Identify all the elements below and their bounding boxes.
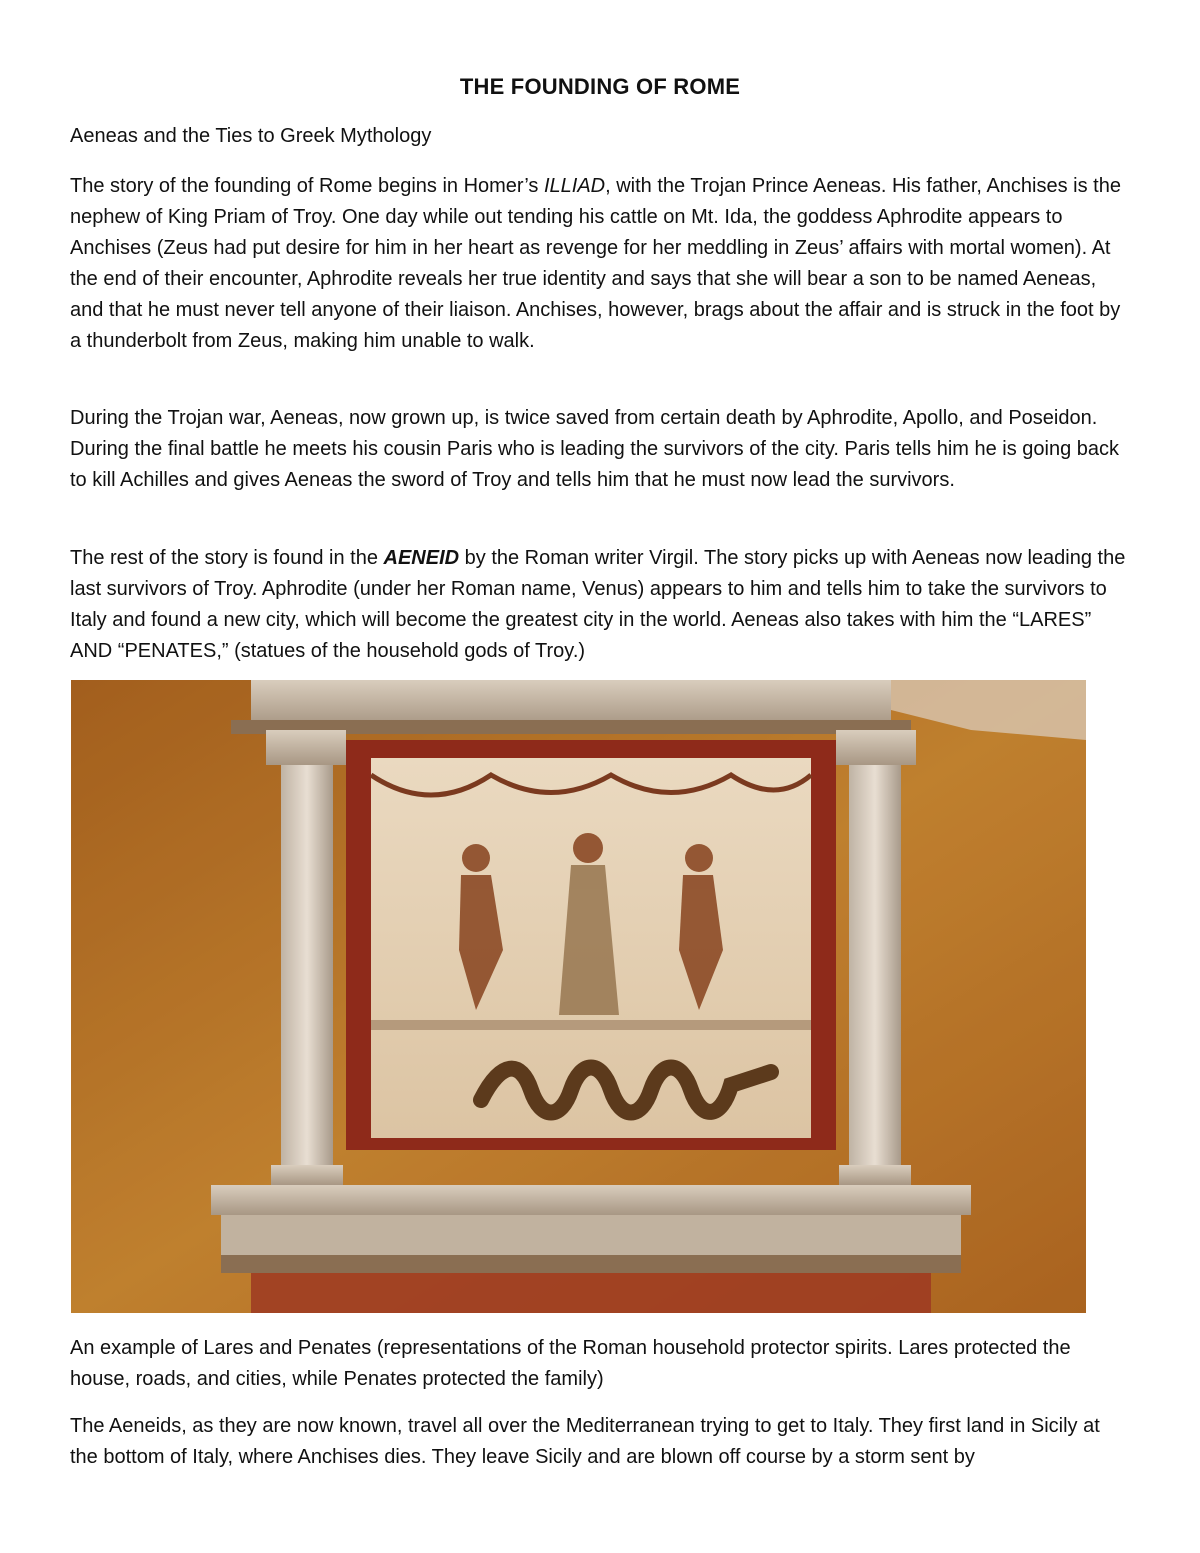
paragraph-aeneid xyxy=(70,543,1130,667)
paragraph-trojan-war: During the Trojan war, Aeneas, now grown up, is twice saved from certain death by Aphrodite, Apollo, and Poseidon. During the final battle he meets his cousin Paris who is leading the survivors of the city. Paris tells him he is going back to kill Achilles and gives Aeneas the sword of Troy and tells him that he must now lead the survivors. xyxy=(70,407,1120,491)
lararium-fresco-image xyxy=(71,680,1086,1313)
p3-text-after: by the Roman writer Virgil. The story picks up with Aeneas now leading the last survivors of Troy. Aphrodite (under her Roman name, Venus) appears to him and tells him to take the survivors to Italy and found a new city, which will become the greatest city in the world. Aeneas also takes with him the “LARES” AND “PENATES,” (statues of the household gods of Troy.) xyxy=(70,547,1126,662)
paragraph-journey: The Aeneids, as they are now known, travel all over the Mediterranean trying to get to Italy. They first land in Sicily at the bottom of Italy, where Anchises dies. They leave Sicily and are blown off course by a storm sent by xyxy=(70,1415,1100,1468)
book-title-aeneid: AENEID xyxy=(383,547,460,569)
upper-cornice xyxy=(251,680,891,725)
p1-text-before: The story of the founding of Rome begins in Homer’s xyxy=(70,175,544,197)
section-subtitle: Aeneas and the Ties to Greek Mythology xyxy=(70,125,432,147)
paragraph-origin xyxy=(70,171,1130,357)
altar-ledge xyxy=(211,1185,971,1215)
figure-caption: An example of Lares and Penates (representations of the Roman household protector spirits. Lares protected the house, roads, and cities, while Penates protected the family) xyxy=(70,1337,1071,1390)
page-title: THE FOUNDING OF ROME xyxy=(459,74,741,99)
p3-text-before: The rest of the story is found in the xyxy=(70,547,384,569)
book-title-illiad: ILLIAD xyxy=(543,175,606,197)
p1-text-after: , with the Trojan Prince Aeneas. His father, Anchises is the nephew of King Priam of Troy. One day while out tending his cattle on Mt. Ida, the goddess Aphrodite appears to Anchises (Zeus had put desire for him in her heart as revenge for her meddling in Zeus’ affairs with mortal women). At the end of their encounter, Aphrodite reveals her true identity and says that she will bear a son to be named Aeneas, and that he must never tell anyone of their liaison. Anchises, however, brags about the affair and is struck in the foot by a thunderbolt from Zeus, making him unable to walk. xyxy=(70,175,1121,352)
